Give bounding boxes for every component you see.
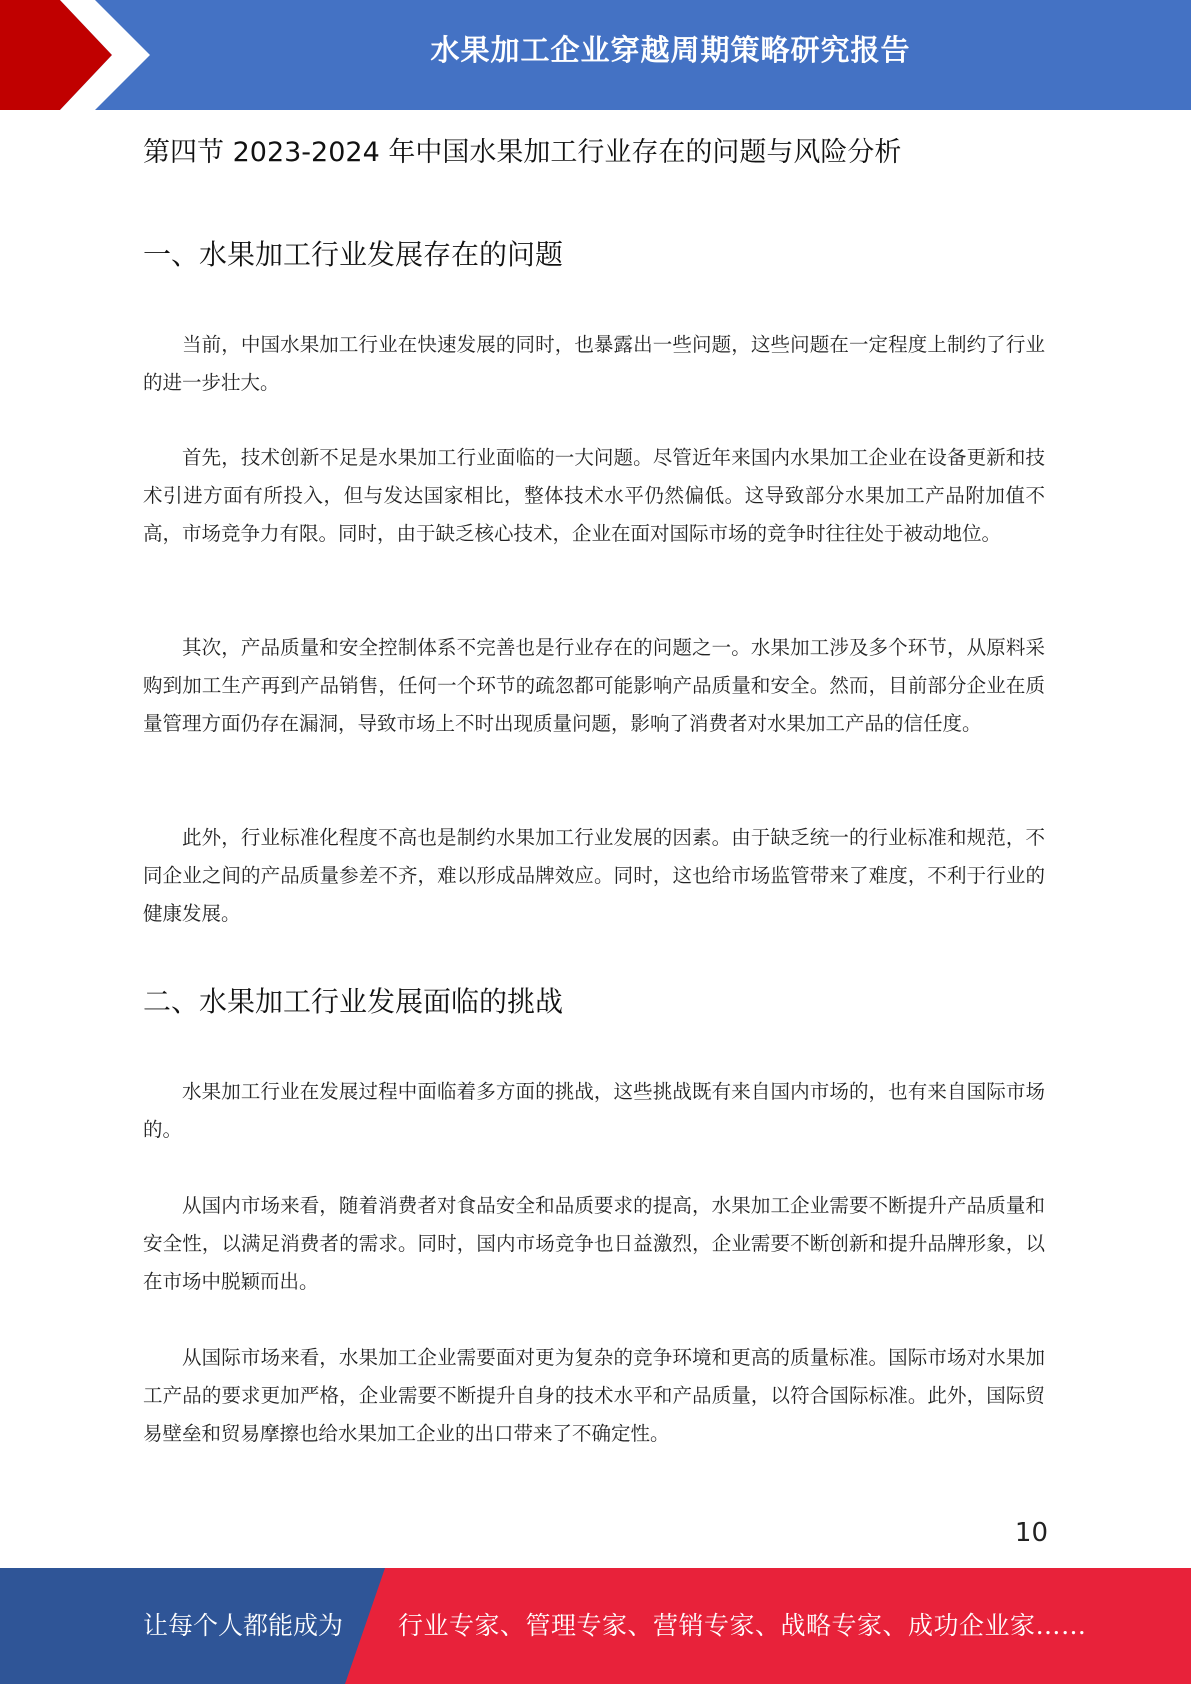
paragraph: 此外，行业标准化程度不高也是制约水果加工行业发展的因素。由于缺乏统一的行业标准和规范，不同企业之间的产品质量参差不齐，难以形成品牌效应。同时，这也给市场监管带来了难度，不利于行业的健康发展。 bbox=[143, 826, 1045, 925]
footer-slogan-right: 行业专家、管理专家、营销专家、战略专家、成功企业家…… bbox=[398, 1611, 1087, 1640]
page-header bbox=[0, 0, 1191, 110]
part-heading-problems: 一、水果加工行业发展存在的问题 bbox=[143, 238, 564, 271]
page-footer bbox=[0, 1568, 1191, 1684]
paragraph: 当前，中国水果加工行业在快速发展的同时，也暴露出一些问题，这些问题在一定程度上制约了行业的进一步壮大。 bbox=[143, 333, 1045, 394]
footer-slogan-left: 让每个人都能成为 bbox=[143, 1611, 344, 1640]
report-title: 水果加工企业穿越周期策略研究报告 bbox=[430, 33, 911, 67]
paragraph: 从国内市场来看，随着消费者对食品安全和品质要求的提高，水果加工企业需要不断提升产品质量和安全性，以满足消费者的需求。同时，国内市场竞争也日益激烈，企业需要不断创新和提升品牌形象，以在市场中脱颖而出。 bbox=[143, 1194, 1045, 1293]
paragraph: 其次，产品质量和安全控制体系不完善也是行业存在的问题之一。水果加工涉及多个环节，从原料采购到加工生产再到产品销售，任何一个环节的疏忽都可能影响产品质量和安全。然而，目前部分企业在质量管理方面仍存在漏洞，导致市场上不时出现质量问题，影响了消费者对水果加工产品的信任度。 bbox=[143, 636, 1045, 735]
section-title: 第四节 2023-2024 年中国水果加工行业存在的问题与风险分析 bbox=[143, 137, 902, 168]
paragraph: 首先，技术创新不足是水果加工行业面临的一大问题。尽管近年来国内水果加工企业在设备更新和技术引进方面有所投入，但与发达国家相比，整体技术水平仍然偏低。这导致部分水果加工产品附加值不高，市场竞争力有限。同时，由于缺乏核心技术，企业在面对国际市场的竞争时往往处于被动地位。 bbox=[143, 446, 1045, 545]
part-heading-challenges: 二、水果加工行业发展面临的挑战 bbox=[143, 985, 564, 1018]
page-number: 10 bbox=[1014, 1518, 1048, 1548]
paragraph: 从国际市场来看，水果加工企业需要面对更为复杂的竞争环境和更高的质量标准。国际市场对水果加工产品的要求更加严格，企业需要不断提升自身的技术水平和产品质量，以符合国际标准。此外，国际贸易壁垒和贸易摩擦也给水果加工企业的出口带来了不确定性。 bbox=[143, 1346, 1045, 1445]
paragraph: 水果加工行业在发展过程中面临着多方面的挑战，这些挑战既有来自国内市场的，也有来自国际市场的。 bbox=[143, 1080, 1045, 1141]
